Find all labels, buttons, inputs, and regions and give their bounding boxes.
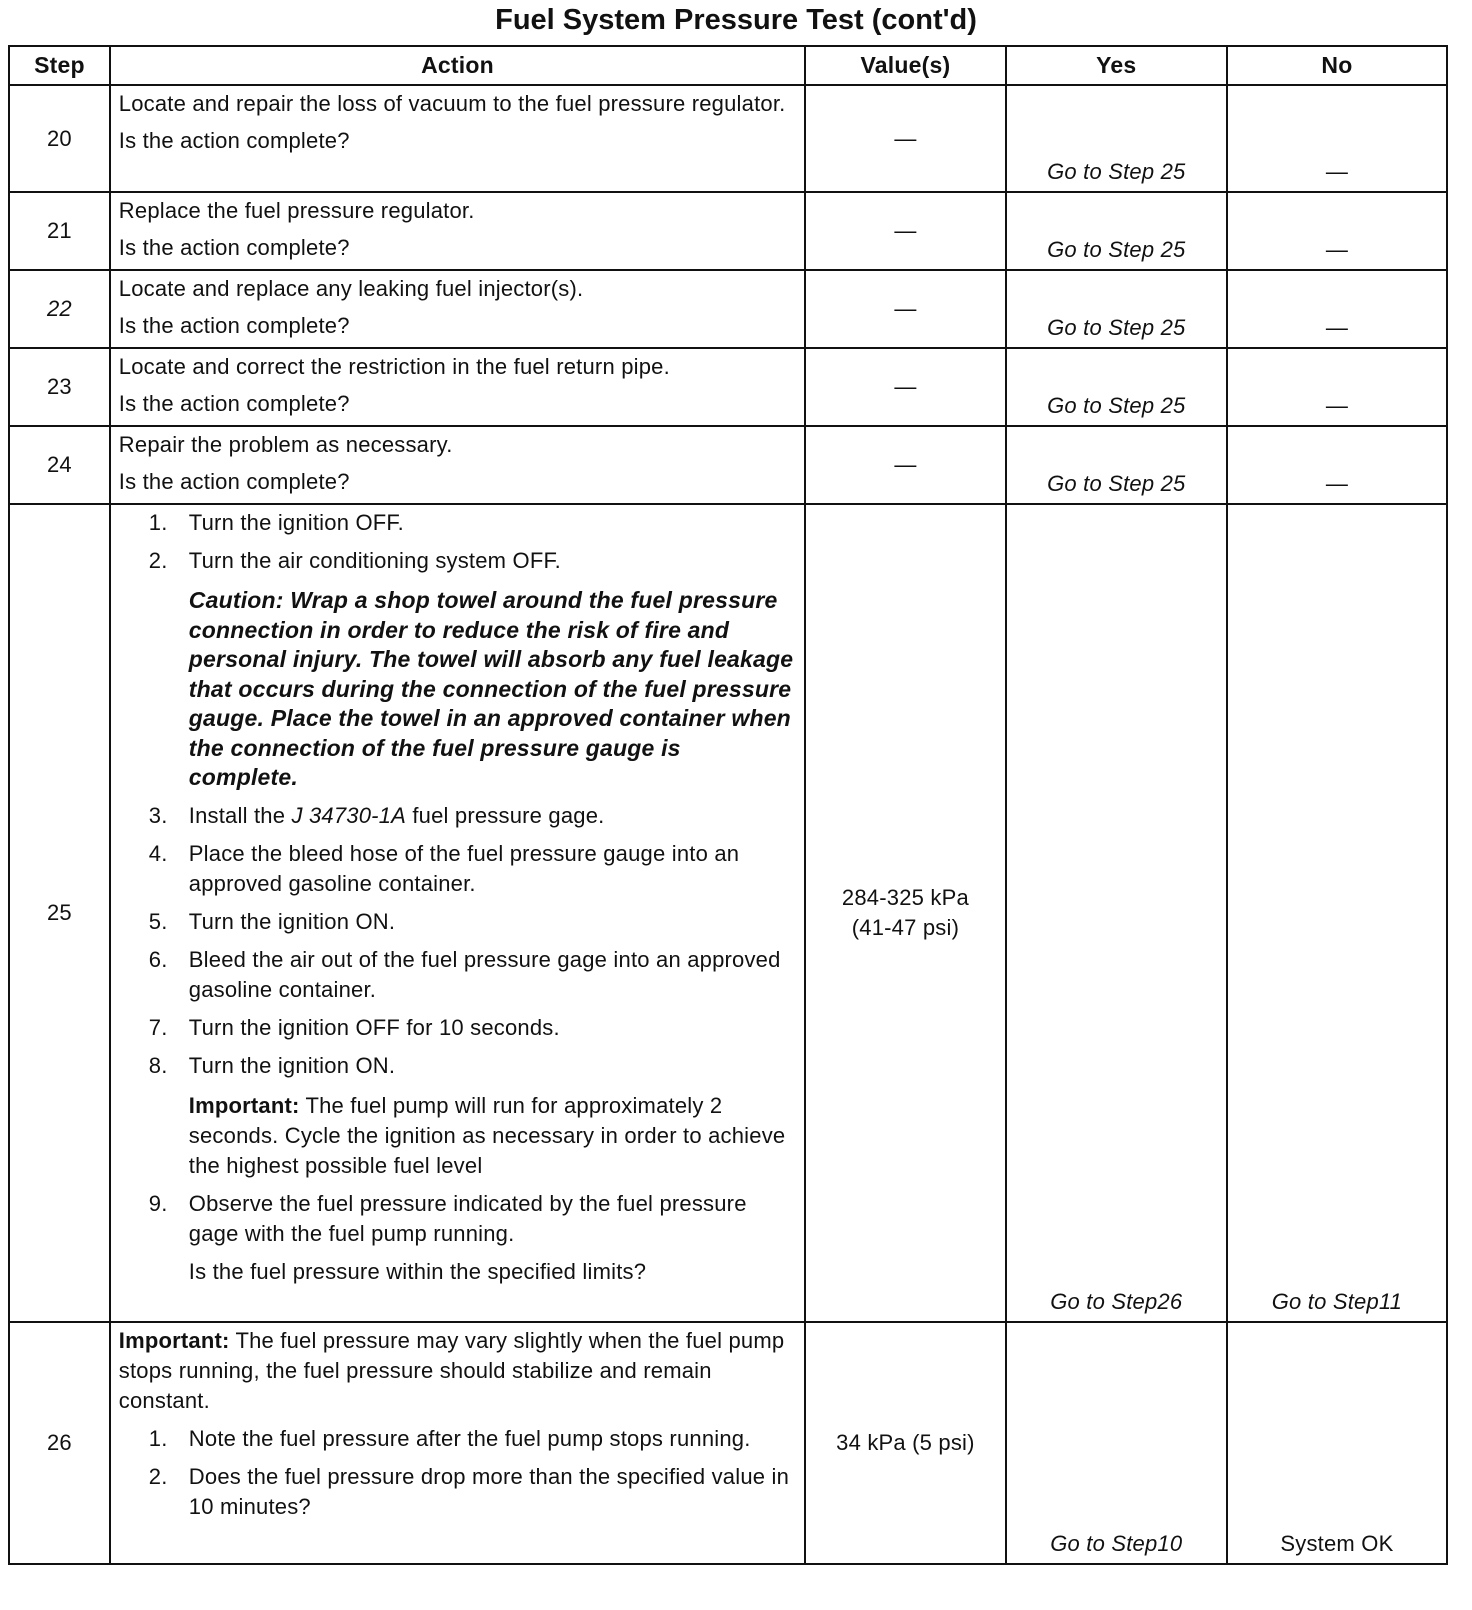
action-text: Replace the fuel pressure regulator. [118, 198, 475, 223]
value-cell: — [805, 85, 1006, 192]
header-action: Action [110, 46, 805, 85]
header-yes: Yes [1006, 46, 1227, 85]
action-cell [110, 504, 805, 1322]
action-question: Is the action complete? [118, 469, 350, 494]
procedure-list [119, 801, 794, 1081]
yes-cell: Go to Step10 [1006, 1322, 1227, 1564]
procedure-list [119, 1189, 794, 1249]
step-number: 25 [9, 504, 110, 1322]
action-cell [110, 1322, 805, 1564]
list-item: 2. Turn the air conditioning system OFF. [148, 548, 561, 573]
no-cell: Go to Step11 [1227, 504, 1447, 1322]
value-psi: (41-47 psi) [851, 915, 960, 940]
action-cell [110, 192, 805, 270]
tool-number: J 34730-1A [291, 802, 407, 828]
action-text: Locate and repair the loss of vacuum to the fuel pressure regulator. [118, 91, 786, 116]
action-question: Is the action complete? [118, 235, 350, 260]
no-cell: — [1227, 426, 1447, 504]
value-cell: 34 kPa (5 psi) [805, 1322, 1006, 1564]
no-cell: — [1227, 85, 1447, 192]
list-item: 3. Install the J 34730-1A fuel pressure gage. [148, 802, 605, 828]
page-title: Fuel System Pressure Test (cont'd) [495, 4, 977, 36]
list-item: 8. Turn the ignition ON. [148, 1052, 396, 1078]
value-cell [805, 504, 1006, 1322]
value-cell: — [805, 426, 1006, 504]
step-number: 20 [9, 85, 110, 192]
list-item: 7. Turn the ignition OFF for 10 seconds. [148, 1014, 560, 1040]
table-row-step-23 [9, 348, 1447, 426]
table-row-step-24 [9, 426, 1447, 504]
list-item: 4. Place the bleed hose of the fuel pressure gauge into an approved gasoline container. [148, 840, 740, 896]
value-cell: — [805, 348, 1006, 426]
step-number: 22 [9, 270, 110, 348]
pressure-test-table [8, 45, 1448, 1565]
yes-cell: Go to Step 25 [1006, 426, 1227, 504]
action-cell [110, 270, 805, 348]
header-row [9, 46, 1447, 85]
yes-cell: Go to Step 25 [1006, 85, 1227, 192]
header-step: Step [9, 46, 110, 85]
procedure-list [119, 508, 794, 576]
list-item: 1. Turn the ignition OFF. [148, 510, 404, 535]
step-number: 26 [9, 1322, 110, 1564]
header-values: Value(s) [805, 46, 1006, 85]
action-cell [110, 85, 805, 192]
action-question: Is the fuel pressure within the specified limits? [188, 1258, 647, 1284]
action-cell [110, 348, 805, 426]
table-row-step-21 [9, 192, 1447, 270]
list-item: 6. Bleed the air out of the fuel pressure gage into an approved gasoline container. [148, 946, 781, 1002]
yes-cell: Go to Step26 [1006, 504, 1227, 1322]
table-row-step-25 [9, 504, 1447, 1322]
no-cell: — [1227, 348, 1447, 426]
value-cell: — [805, 270, 1006, 348]
action-question: Is the action complete? [118, 128, 350, 153]
yes-cell: Go to Step 25 [1006, 348, 1227, 426]
step-number: 24 [9, 426, 110, 504]
caution-note: Caution: Wrap a shop towel around the fuel pressure connection in order to reduce the risk of fire and personal injury. The towel will absorb any fuel leakage that occurs during the connection of the fuel pressure gauge. Place the towel in an approved container when the connection of the fuel pressure gauge is complete. [188, 587, 794, 790]
step-number: 21 [9, 192, 110, 270]
step-number: 23 [9, 348, 110, 426]
list-item: 2. Does the fuel pressure drop more than the specified value in 10 minutes? [148, 1464, 790, 1519]
no-cell: — [1227, 192, 1447, 270]
yes-cell: Go to Step 25 [1006, 192, 1227, 270]
no-cell: — [1227, 270, 1447, 348]
important-note: Important: The fuel pressure may vary slightly when the fuel pump stops running, the fuel pressure should stabilize and remain constant. [118, 1328, 785, 1413]
list-item: 1. Note the fuel pressure after the fuel pump stops running. [148, 1426, 751, 1451]
list-item: 5. Turn the ignition ON. [148, 908, 396, 934]
important-note: Important: The fuel pump will run for approximately 2 seconds. Cycle the ignition as necessary in order to achieve the highest possible fuel level [188, 1092, 786, 1178]
action-question: Is the action complete? [118, 313, 350, 338]
list-item: 9. Observe the fuel pressure indicated by the fuel pressure gage with the fuel pump running. [148, 1190, 747, 1246]
no-cell: System OK [1227, 1322, 1447, 1564]
procedure-list [119, 1424, 794, 1522]
yes-cell: Go to Step 25 [1006, 270, 1227, 348]
action-cell [110, 426, 805, 504]
table-row-step-22 [9, 270, 1447, 348]
header-no: No [1227, 46, 1447, 85]
table-row-step-26 [9, 1322, 1447, 1564]
action-text: Repair the problem as necessary. [118, 432, 453, 457]
value-cell: — [805, 192, 1006, 270]
table-row-step-20 [9, 85, 1447, 192]
value-kpa: 284-325 kPa [841, 885, 969, 910]
action-text: Locate and replace any leaking fuel injector(s). [118, 276, 584, 301]
action-text: Locate and correct the restriction in the fuel return pipe. [118, 354, 670, 379]
action-question: Is the action complete? [118, 391, 350, 416]
